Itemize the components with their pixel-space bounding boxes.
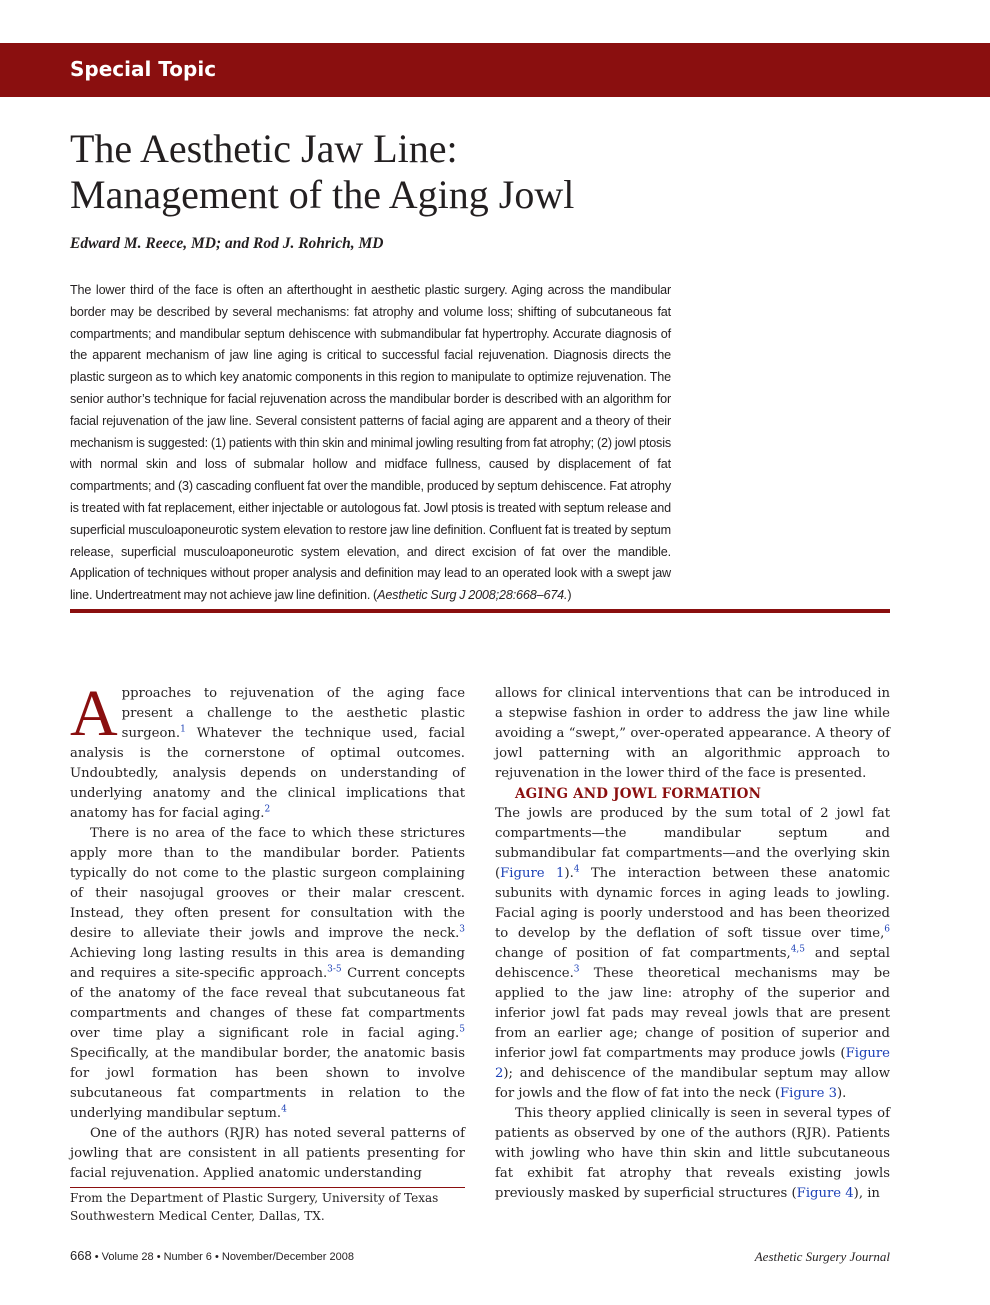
- text-run: This theory applied clinically is seen in several types of patients as observed by one of the authors (RJR). Patients with jowling who have thin skin and little subcutaneous fat exhibit fat atrophy that reveals existing jowls previously masked by superficial structures (: [495, 1106, 890, 1201]
- reference-link[interactable]: 4: [281, 1104, 287, 1115]
- page-number: 668: [70, 1248, 92, 1263]
- body-column-right: [495, 684, 890, 1204]
- reference-link[interactable]: 6: [884, 924, 890, 935]
- affiliation-line: Southwestern Medical Center, Dallas, TX.: [70, 1208, 325, 1223]
- figure-link[interactable]: Figure 3: [780, 1086, 837, 1101]
- citation-open: (: [370, 588, 378, 603]
- affiliation-line: From the Department of Plastic Surgery, University of Texas: [70, 1191, 439, 1205]
- reference-link[interactable]: 4,5: [790, 944, 806, 955]
- abstract: [70, 280, 671, 607]
- text-run: change of position of fat compartments,: [495, 946, 791, 961]
- article-title: [70, 126, 910, 218]
- paragraph: [70, 677, 465, 824]
- text-run: ); and dehiscence of the mandibular septum may allow for jowls and the flow of fat into the neck (: [495, 1066, 890, 1101]
- paragraph: [495, 804, 890, 1104]
- text-run: ).: [837, 1086, 847, 1101]
- section-banner: [0, 43, 990, 97]
- figure-link[interactable]: Figure 4: [796, 1186, 854, 1201]
- paragraph: [70, 1124, 465, 1184]
- reference-link[interactable]: 5: [459, 1024, 465, 1035]
- reference-link[interactable]: 3: [573, 964, 580, 975]
- text-run: allows for clinical interventions that can be introduced in a stepwise fashion in order to address the jaw line while avoiding a “swept,” over-operated appearance. A theory of jowl patterning with an algorithmic approach to rejuvenation in the lower third of the face is presented.: [495, 686, 890, 781]
- text-run: and septal dehiscence.: [495, 946, 890, 981]
- abstract-text: The lower third of the face is often an afterthought in aesthetic plastic surgery. Aging across the mandibular border may be described by several mechanisms: fat atrophy and volume loss; shifting of subcutaneous fat compartments; and mandibular septum dehiscence with submandibular fat hypertrophy. Accurate diagnosis of the apparent mechanism of jaw line aging is critical to successful facial rejuvenation. Diagnosis directs the plastic surgeon as to which key anatomic components in this region to manipulate to optimize rejuvenation. The senior author’s technique for facial rejuvenation across the mandibular border is described with an algorithm for facial rejuvenation of the jaw line. Several consistent patterns of facial aging are apparent and a theory of their mechanism is suggested: (1) patients with thin skin and minimal jowling resulting from fat atrophy; (2) jowl ptosis with normal skin and loss of submalar hollow and midface fullness, caused by displacement of fat compartments; and (3) cascading confluent fat over the mandible, produced by septum dehiscence. Fat atrophy is treated with fat replacement, either injectable or autologous fat. Jowl ptosis is treated with septum release and superficial musculoaponeurotic system elevation to restore jaw line definition. Confluent fat is treated by septum release, superficial musculoaponeurotic system elevation, and direct excision of fat over the mandible. Application of techniques without proper analysis and definition may lead to an operated look with a swept jaw line. Undertreatment may not achieve jaw line definition.: [70, 283, 671, 603]
- affiliation-divider: [70, 1187, 465, 1188]
- body-column-left: [70, 677, 465, 1184]
- drop-cap: A: [70, 677, 118, 750]
- title-line-1: The Aesthetic Jaw Line:: [70, 126, 458, 171]
- reference-link[interactable]: 1: [180, 724, 186, 735]
- text-run: ), in: [853, 1186, 880, 1201]
- paragraph: [495, 684, 890, 784]
- text-run: There is no area of the face to which these strictures apply more than to the mandibular border. Patients typically do not come to the plastic surgeon complaining of their nasojugal grooves or their malar crescent. Instead, they often present for consultation with the desire to alleviate their jowls and improve the neck.: [70, 826, 465, 941]
- text-run: Specifically, at the mandibular border, the anatomic basis for jowl formation has been shown to involve subcutaneous fat compartments in relation to the underlying mandibular septum.: [70, 1046, 465, 1121]
- text-run: The interaction between these anatomic subunits with dynamic forces in aging leads to jowling. Facial aging is poorly understood and has been theorized to develop by the deflation of soft tissue over time,: [495, 866, 890, 941]
- text-run: One of the authors (RJR) has noted several patterns of jowling that are consistent in all patients presenting for facial rejuvenation. Applied anatomic understanding: [70, 1126, 465, 1181]
- text-run: Achieving long lasting results in this area is demanding and requires a site-specific approach.: [70, 946, 465, 981]
- issue-info: • Volume 28 • Number 6 • November/December 2008: [91, 1251, 354, 1263]
- section-label: Special Topic: [70, 57, 217, 81]
- reference-link[interactable]: 3: [459, 924, 465, 935]
- figure-link[interactable]: Figure 2: [495, 1046, 890, 1081]
- reference-link[interactable]: 3-5: [327, 964, 342, 975]
- reference-link[interactable]: 4: [573, 864, 580, 875]
- citation-close: ): [567, 588, 572, 603]
- journal-name: Aesthetic Surgery Journal: [754, 1249, 890, 1264]
- text-run: ).: [564, 866, 574, 881]
- text-run: These theoretical mechanisms may be applied to the jaw line: atrophy of the superior and inferior jowl fat pads may reveal jowls that are present from an earlier age; change of position of superior and inferior jowl fat compartments may produce jowls (: [495, 966, 890, 1061]
- figure-link[interactable]: Figure 1: [500, 866, 565, 881]
- abstract-divider: [70, 609, 890, 613]
- text-run: pproaches to rejuvenation of the aging face present a challenge to the aesthetic plastic surgeon.: [121, 686, 465, 741]
- paragraph: [495, 1104, 890, 1204]
- citation: Aesthetic Surg J 2008;28:668–674.: [377, 588, 568, 603]
- section-heading: AGING AND JOWL FORMATION: [515, 786, 762, 802]
- reference-link[interactable]: 2: [264, 804, 271, 815]
- text-run: Current concepts of the anatomy of the face reveal that subcutaneous fat compartments and changes of these fat compartments over time play a significant role in facial aging.: [70, 966, 465, 1041]
- title-line-2: Management of the Aging Jowl: [70, 172, 575, 217]
- paragraph: [70, 824, 465, 1124]
- footer-issue: [70, 1248, 354, 1263]
- text-run: The jowls are produced by the sum total of 2 jowl fat compartments—the mandibular septum and submandibular fat compartments—and the overlying skin (: [495, 806, 890, 881]
- author-affiliation: [70, 1190, 465, 1225]
- text-run: Whatever the technique used, facial analysis is the cornerstone of optimal outcomes. Undoubtedly, analysis depends on understanding of underlying anatomy and the clinical implications that anatomy has for facial aging.: [70, 726, 465, 821]
- author-list: Edward M. Reece, MD; and Rod J. Rohrich, MD: [70, 235, 384, 252]
